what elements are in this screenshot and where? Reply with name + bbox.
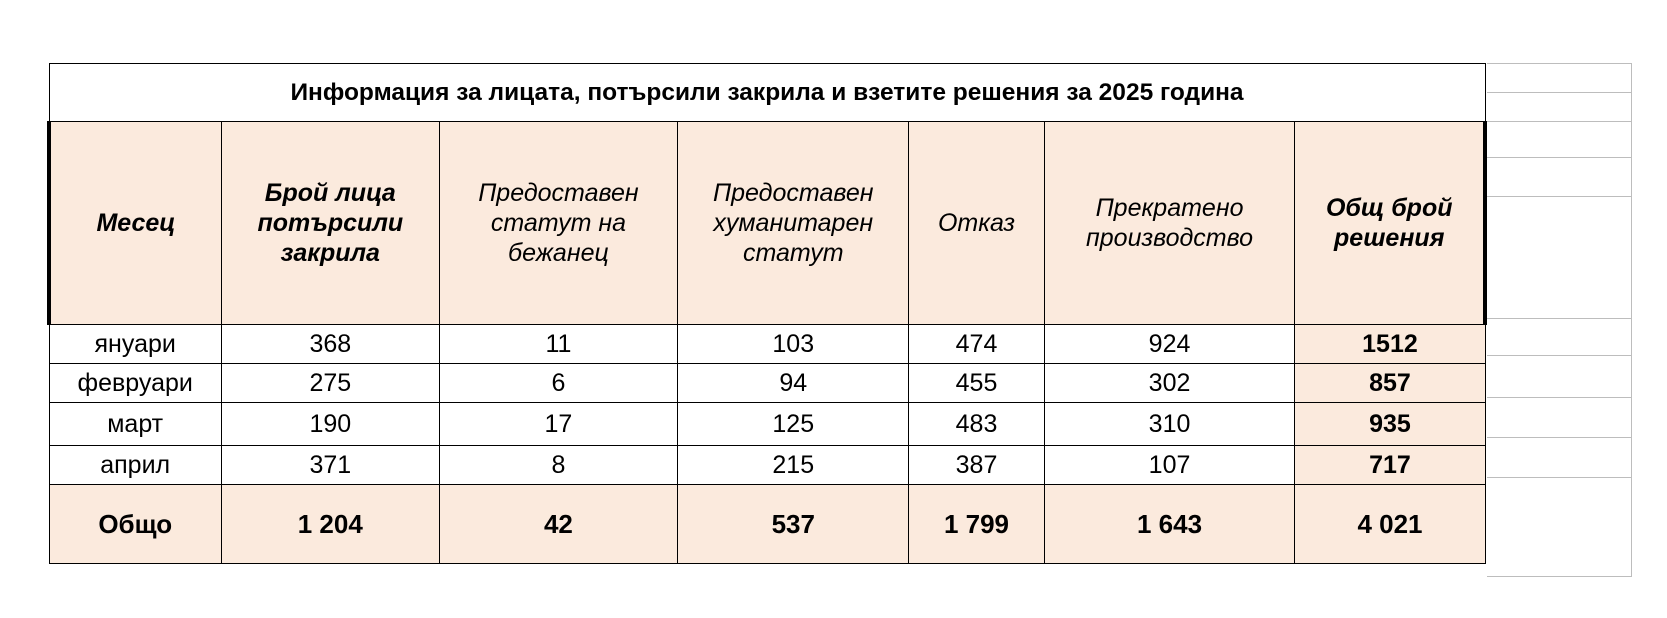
refusal-cell: 483: [909, 403, 1044, 446]
grid-line: [1487, 477, 1631, 478]
statistics-table: [47, 63, 1487, 564]
header-month: Месец: [49, 122, 221, 325]
total-decisions-cell: 857: [1295, 364, 1485, 403]
total-refugee: 42: [439, 485, 677, 564]
grid-line: [1487, 196, 1631, 197]
grid-line: [1487, 355, 1631, 356]
header-applicants: Брой лица потърсили закрила: [221, 122, 439, 325]
grid-line: [1487, 92, 1631, 93]
grid-line: [1487, 397, 1631, 398]
refusal-cell: 455: [909, 364, 1044, 403]
refusal-cell: 387: [909, 446, 1044, 485]
grid-line: [1487, 437, 1631, 438]
month-cell: януари: [49, 325, 221, 364]
header-row: [49, 122, 1485, 325]
header-humanitarian-status: Предоставен хуманитарен статут: [678, 122, 909, 325]
grid-line: [1487, 318, 1631, 319]
refugee-cell: 6: [439, 364, 677, 403]
month-cell: март: [49, 403, 221, 446]
total-decisions-cell: 1512: [1295, 325, 1485, 364]
humanitarian-cell: 103: [678, 325, 909, 364]
month-cell: април: [49, 446, 221, 485]
table-row: [49, 403, 1485, 446]
table-row: [49, 364, 1485, 403]
humanitarian-cell: 125: [678, 403, 909, 446]
terminated-cell: 310: [1044, 403, 1295, 446]
total-label: Общо: [49, 485, 221, 564]
header-refugee-status: Предоставен статут на бежанец: [439, 122, 677, 325]
refugee-cell: 17: [439, 403, 677, 446]
total-applicants: 1 204: [221, 485, 439, 564]
humanitarian-cell: 94: [678, 364, 909, 403]
header-refusal: Отказ: [909, 122, 1044, 325]
refusal-cell: 474: [909, 325, 1044, 364]
refugee-cell: 11: [439, 325, 677, 364]
header-terminated: Прекратено производство: [1044, 122, 1295, 325]
total-terminated: 1 643: [1044, 485, 1295, 564]
applicants-cell: 371: [221, 446, 439, 485]
total-all-decisions: 4 021: [1295, 485, 1485, 564]
terminated-cell: 107: [1044, 446, 1295, 485]
total-humanitarian: 537: [678, 485, 909, 564]
total-decisions-cell: 717: [1295, 446, 1485, 485]
header-total-decisions: Общ брой решения: [1295, 122, 1485, 325]
refugee-cell: 8: [439, 446, 677, 485]
grid-line: [1487, 157, 1631, 158]
terminated-cell: 302: [1044, 364, 1295, 403]
humanitarian-cell: 215: [678, 446, 909, 485]
total-decisions-cell: 935: [1295, 403, 1485, 446]
total-refusal: 1 799: [909, 485, 1044, 564]
applicants-cell: 275: [221, 364, 439, 403]
terminated-cell: 924: [1044, 325, 1295, 364]
month-cell: февруари: [49, 364, 221, 403]
table-row: [49, 325, 1485, 364]
grid-line: [1487, 121, 1631, 122]
table-title: Информация за лицата, потърсили закрила и взетите решения за 2025 година: [49, 64, 1485, 122]
table-row: [49, 446, 1485, 485]
applicants-cell: 190: [221, 403, 439, 446]
applicants-cell: 368: [221, 325, 439, 364]
total-row: [49, 485, 1485, 564]
spreadsheet-grid-right: [1487, 63, 1632, 577]
